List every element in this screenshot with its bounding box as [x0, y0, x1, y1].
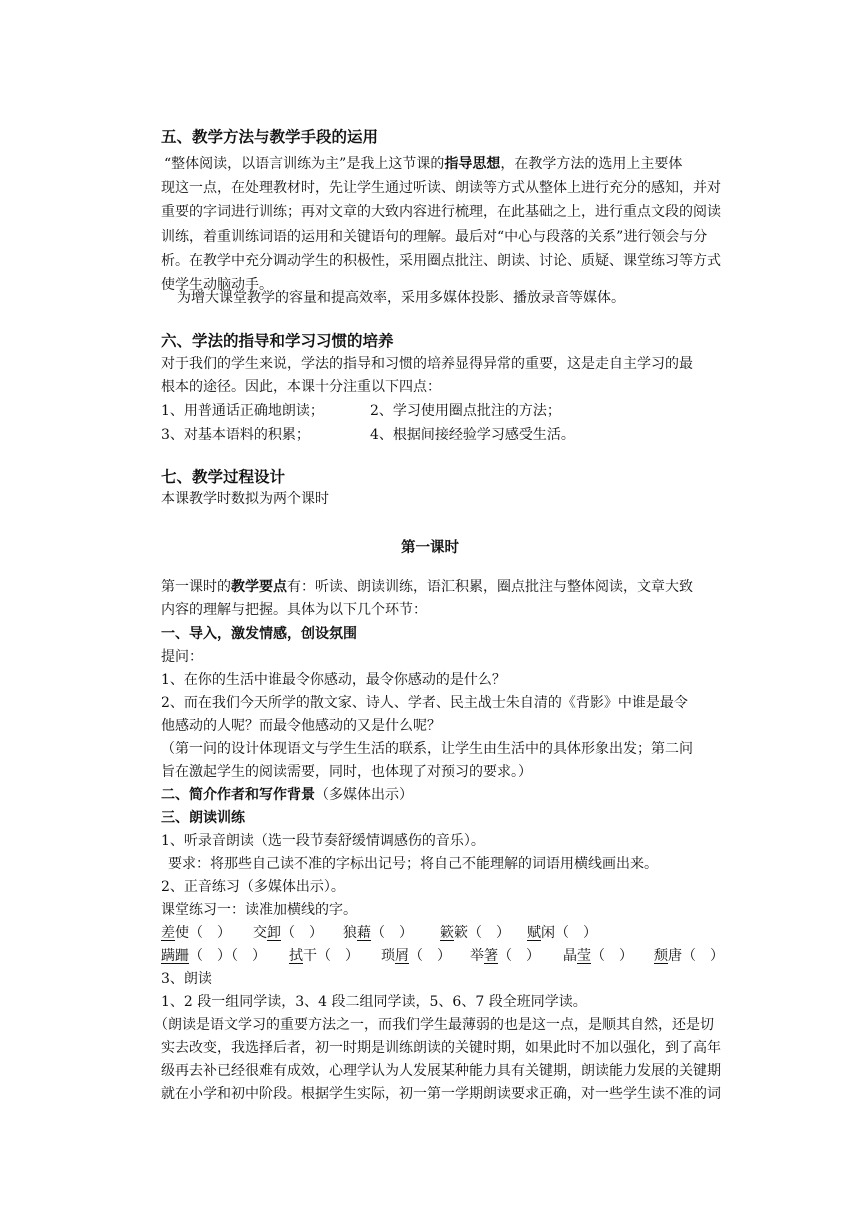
pronunciation-word: 蹒跚（ ）（ ） — [161, 948, 266, 964]
section-5-paragraph-line: 析。在教学中充分调动学生的积极性，采用圈点批注、朗读、讨论、质疑、课堂练习等方式 — [161, 253, 721, 269]
section-5-paragraph-line: 使学生动脑动手。 — [161, 277, 273, 293]
reading-groups: 1、2 段一组同学读，3、4 段二组同学读，5、6、7 段全班同学读。 — [161, 994, 587, 1010]
step-3-requirement: 要求：将那些自己读不准的字标出记号；将自己不能理解的词语用横线画出来。 — [168, 856, 658, 872]
section-5-heading: 五、教学方法与教学手段的运用 — [161, 128, 379, 146]
method-item-3: 3、对基本语料的积累； — [161, 427, 310, 443]
pronunciation-word: 琐屑（ ） — [381, 948, 451, 964]
question-2-cont: 他感动的人呢？而最令他感动的又是什么呢？ — [161, 718, 441, 734]
pronunciation-word: 赋闲（ ） — [527, 925, 597, 941]
section-5-paragraph-line: 重要的字词进行训练；再对文章的大致内容进行梳理，在此基础之上，进行重点文段的阅读 — [161, 204, 721, 220]
step-2-line: 二、简介作者和写作背景（多媒体出示） — [161, 787, 413, 803]
section-6-heading: 六、学法的指导和学习习惯的培养 — [161, 332, 394, 350]
pronunciation-word: 狼藉（ ） — [343, 925, 413, 941]
step-1-heading: 一、导入，激发情感，创设氛围 — [161, 626, 357, 642]
design-note-cont: 旨在激起学生的阅读需要，同时，也体现了对预习的要求。） — [161, 764, 532, 780]
emphasis-text: 教学要点 — [231, 579, 287, 595]
design-note: （第一问的设计体现语文与学生生活的联系，让学生由生活中的具体形象出发；第二问 — [161, 741, 693, 757]
emphasis-text: 指导思想 — [444, 156, 501, 172]
question-2: 2、而在我们今天所学的散文家、诗人、学者、民主战士朱自清的《背影》中谁是最令 — [161, 695, 688, 711]
step-3-item: 2、正音练习（多媒体出示）。 — [161, 879, 345, 895]
section-5-paragraph-line: 训练，着重训练词语的运用和关键语句的理解。最后对“中心与段落的关系”进行领会与分 — [161, 229, 708, 245]
reading-rationale: 就在小学和初中阶段。根据学生实际，初一第一学期朗读要求正确，对一些学生读不准的词 — [161, 1086, 721, 1102]
lesson-1-intro: 第一课时的教学要点有：听读、朗读训练，语汇积累，圈点批注与整体阅读，文章大致 — [161, 579, 693, 595]
step-3-item: 1、听录音朗读（选一段节奏舒缓情调感伤的音乐）。 — [161, 833, 485, 849]
method-item-2: 2、学习使用圈点批注的方法； — [370, 403, 561, 419]
pronunciation-word: 举箸（ ） — [470, 948, 540, 964]
pronunciation-word: 颓唐（ ） — [654, 948, 724, 964]
step-1-ask: 提问： — [161, 649, 203, 665]
pronunciation-word: 拭干（ ） — [289, 948, 359, 964]
lesson-1-intro-line: 内容的理解与把握。具体为以下几个环节： — [161, 602, 427, 618]
reading-rationale: （朗读是语文学习的重要方法之一，而我们学生最薄弱的也是这一点，是顺其自然，还是切 — [154, 1017, 714, 1033]
section-5-paragraph-line: 现这一点，在处理教材时，先让学生通过听读、朗读等方式从整体上进行充分的感知，并对 — [161, 180, 721, 196]
pronunciation-word: 差使（ ） — [161, 925, 231, 941]
exercise-1-label: 课堂练习一：读准加横线的字。 — [161, 902, 357, 918]
reading-rationale: 实去改变，我选择后者，初一时期是训练朗读的关键时期，如果此时不加以强化，到了高年 — [161, 1040, 721, 1056]
section-5-paragraph-2: 为增大课堂教学的容量和提高效率，采用多媒体投影、播放录音等媒体。 — [177, 290, 625, 306]
section-6-paragraph-line: 根本的途径。因此，本课十分注重以下四点： — [161, 379, 441, 395]
section-5-paragraph-line: “整体阅读，以语言训练为主”是我上这节课的指导思想，在教学方法的选用上主要体 — [164, 156, 683, 172]
reading-rationale: 级再去补已经很难有成效，心理学认为人发展某种能力具有关键期，朗读能力发展的关键期 — [161, 1063, 721, 1079]
section-7-heading: 七、教学过程设计 — [161, 468, 286, 486]
section-7-line: 本课教学时数拟为两个课时 — [161, 491, 329, 507]
step-3-item: 3、朗读 — [161, 971, 212, 987]
section-6-paragraph-line: 对于我们的学生来说，学法的指导和习惯的培养显得异常的重要，这是走自主学习的最 — [161, 356, 693, 372]
method-item-4: 4、根据间接经验学习感受生活。 — [370, 427, 575, 443]
pronunciation-word: 簌簌（ ） — [440, 925, 510, 941]
method-item-1: 1、用普通话正确地朗读； — [161, 403, 324, 419]
pronunciation-word: 晶莹（ ） — [563, 948, 633, 964]
step-3-heading: 三、朗读训练 — [161, 810, 245, 826]
question-1: 1、在你的生活中谁最令你感动，最令你感动的是什么？ — [161, 672, 506, 688]
step-2-heading: 二、简介作者和写作背景 — [161, 787, 315, 803]
pronunciation-word: 交卸（ ） — [253, 925, 323, 941]
lesson-1-title: 第一课时 — [401, 540, 459, 556]
